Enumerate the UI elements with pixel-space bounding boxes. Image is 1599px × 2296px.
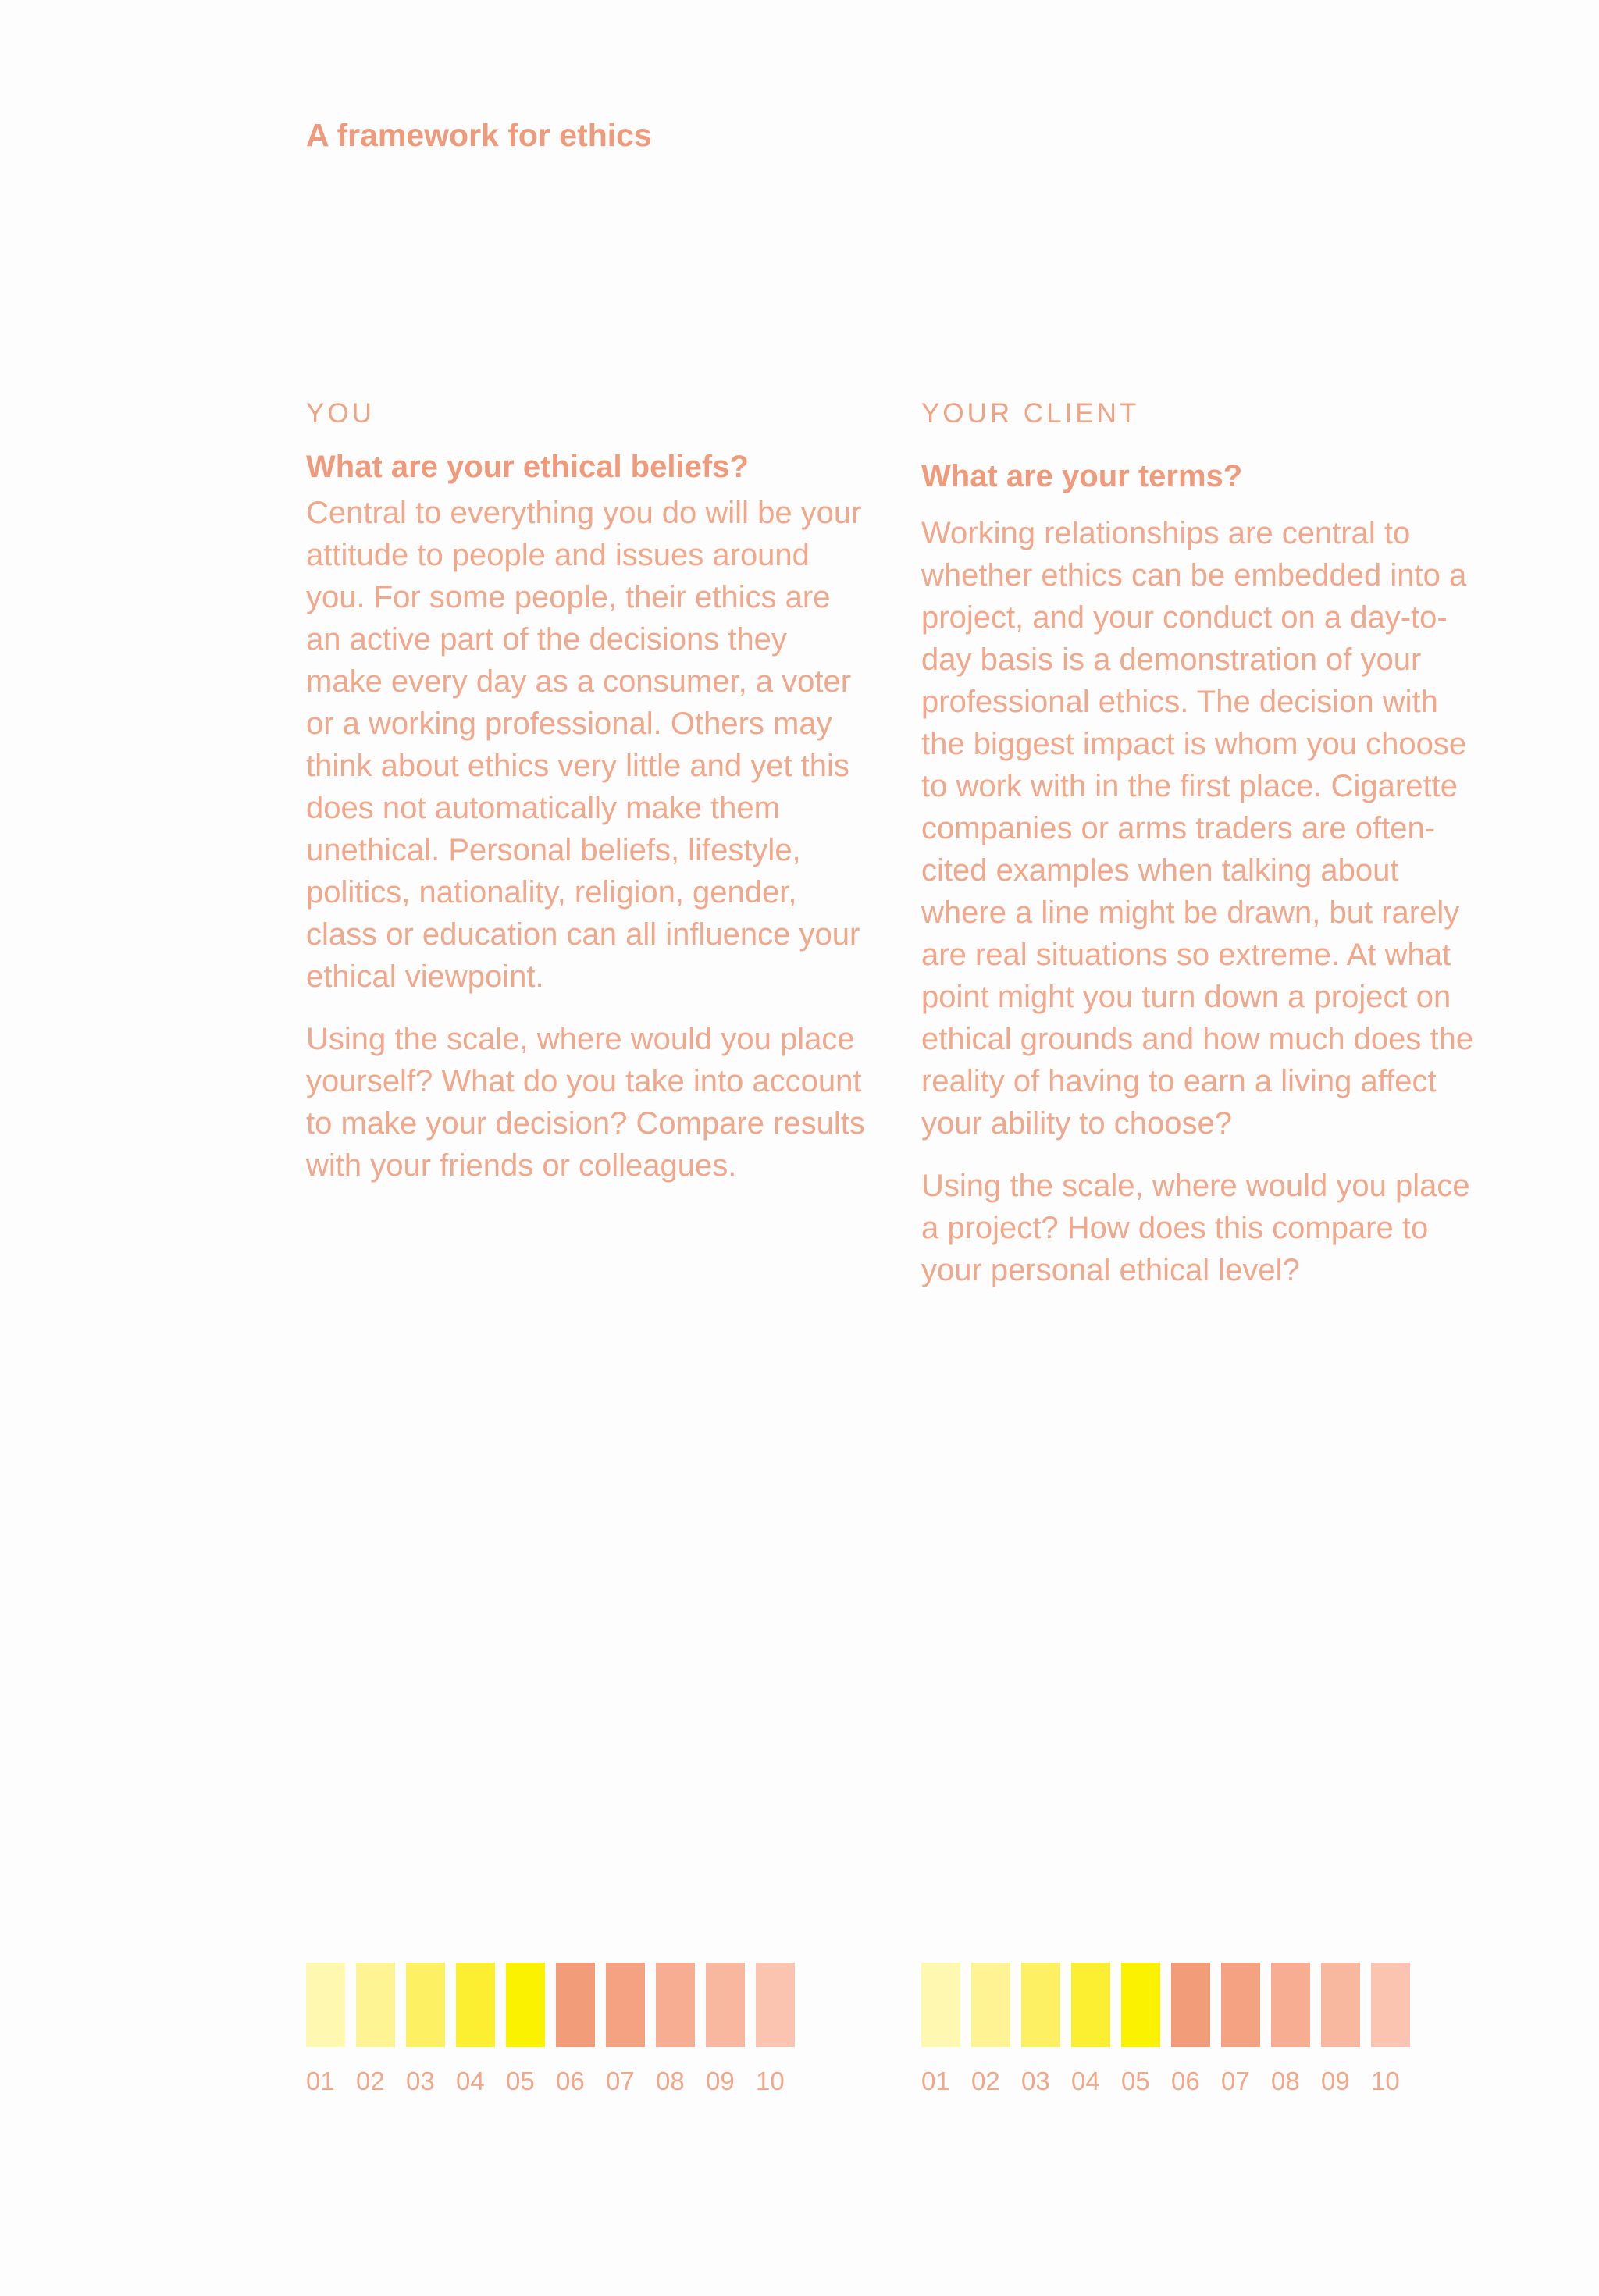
- client-paragraph-1: Working relationships are central to whether ethics can be embedded into a project, and your conduct on a day-to-day basis is a demonstration of your professional ethics. The decision with the biggest impact is whom you choose to work with in the first place. Cigarette companies or arms traders are often-cited examples when talking about where a line might be drawn, but rarely are real situations so extreme. At what point might you turn down a project on ethical grounds and how much does the reality of having to earn a living affect your ability to choose?: [921, 516, 1474, 1141]
- scale-step[interactable]: [1121, 1963, 1160, 2097]
- scale-number: 09: [1321, 2066, 1350, 2095]
- scale-swatch: [756, 1963, 795, 2047]
- scale-step[interactable]: [1171, 1963, 1210, 2097]
- scale-step[interactable]: [556, 1963, 595, 2097]
- scale-step[interactable]: [356, 1963, 395, 2097]
- scale-step[interactable]: [971, 1963, 1010, 2097]
- you-heading: What are your ethical beliefs?: [306, 450, 749, 484]
- scale-swatch: [921, 1963, 960, 2047]
- scale-swatch: [971, 1963, 1010, 2047]
- scale-step[interactable]: [506, 1963, 545, 2097]
- scale-swatch: [1221, 1963, 1260, 2047]
- scale-step[interactable]: [656, 1963, 695, 2097]
- scale-swatch: [406, 1963, 445, 2047]
- scale-number: 07: [1221, 2066, 1250, 2095]
- client-heading: What are your terms?: [921, 459, 1243, 493]
- you-section: [306, 397, 868, 1207]
- scale-swatch: [656, 1963, 695, 2047]
- you-scale: [306, 1963, 806, 2097]
- client-paragraph-2: Using the scale, where would you place a project? How does this compare to your personal ethical level?: [921, 1169, 1470, 1287]
- scale-step[interactable]: [1321, 1963, 1360, 2097]
- scale-number: 07: [606, 2066, 635, 2095]
- scale-step[interactable]: [456, 1963, 495, 2097]
- scale-number: 10: [756, 2066, 785, 2095]
- scale-number: 01: [921, 2066, 950, 2095]
- scale-step[interactable]: [1021, 1963, 1060, 2097]
- scale-number: 09: [706, 2066, 735, 2095]
- scale-step[interactable]: [1371, 1963, 1410, 2097]
- scale-swatch: [1171, 1963, 1210, 2047]
- scale-swatch: [356, 1963, 395, 2047]
- page-title: A framework for ethics: [306, 117, 652, 153]
- scale-swatch: [606, 1963, 645, 2047]
- scale-swatch: [706, 1963, 745, 2047]
- scale-step[interactable]: [306, 1963, 345, 2097]
- scale-number: 04: [1071, 2066, 1100, 2095]
- scale-step[interactable]: [706, 1963, 745, 2097]
- scale-swatch: [1321, 1963, 1360, 2047]
- you-label: YOU: [306, 398, 375, 429]
- scale-number: 01: [306, 2066, 335, 2095]
- scale-number: 03: [406, 2066, 435, 2095]
- scale-swatch: [1021, 1963, 1060, 2047]
- scale-number: 02: [356, 2066, 385, 2095]
- scale-step[interactable]: [921, 1963, 960, 2097]
- scale-swatch: [456, 1963, 495, 2047]
- client-label: YOUR CLIENT: [921, 398, 1140, 429]
- you-paragraph-1: Central to everything you do will be your attitude to people and issues around you. For some people, their ethics are an active part of the decisions they make every day as a consumer, a voter or a working professional. Others may think about ethics very little and yet this does not automatically make them unethical. Personal beliefs, lifestyle, politics, nationality, religion, gender, class or education can all influence your ethical viewpoint.: [306, 496, 862, 994]
- scale-swatch: [306, 1963, 345, 2047]
- scale-number: 08: [656, 2066, 685, 2095]
- scale-number: 02: [971, 2066, 1000, 2095]
- scale-swatch: [1071, 1963, 1110, 2047]
- scale-number: 04: [456, 2066, 485, 2095]
- scale-step[interactable]: [406, 1963, 445, 2097]
- scale-step[interactable]: [606, 1963, 645, 2097]
- scale-number: 05: [506, 2066, 535, 2095]
- scale-number: 08: [1271, 2066, 1300, 2095]
- scale-number: 05: [1121, 2066, 1150, 2095]
- scale-swatch: [556, 1963, 595, 2047]
- scale-step[interactable]: [756, 1963, 795, 2097]
- scale-number: 06: [1171, 2066, 1200, 2095]
- you-paragraph-2: Using the scale, where would you place yourself? What do you take into account to make your decision? Compare results with your friends or colleagues.: [306, 1022, 865, 1183]
- scale-number: 03: [1021, 2066, 1050, 2095]
- scale-swatch: [1271, 1963, 1310, 2047]
- scale-swatch: [1371, 1963, 1410, 2047]
- scale-swatch: [1121, 1963, 1160, 2047]
- scale-step[interactable]: [1071, 1963, 1110, 2097]
- client-section: [921, 397, 1483, 1312]
- scale-number: 06: [556, 2066, 585, 2095]
- client-scale: [921, 1963, 1421, 2097]
- scale-step[interactable]: [1271, 1963, 1310, 2097]
- scale-swatch: [506, 1963, 545, 2047]
- scale-number: 10: [1371, 2066, 1400, 2095]
- scale-step[interactable]: [1221, 1963, 1260, 2097]
